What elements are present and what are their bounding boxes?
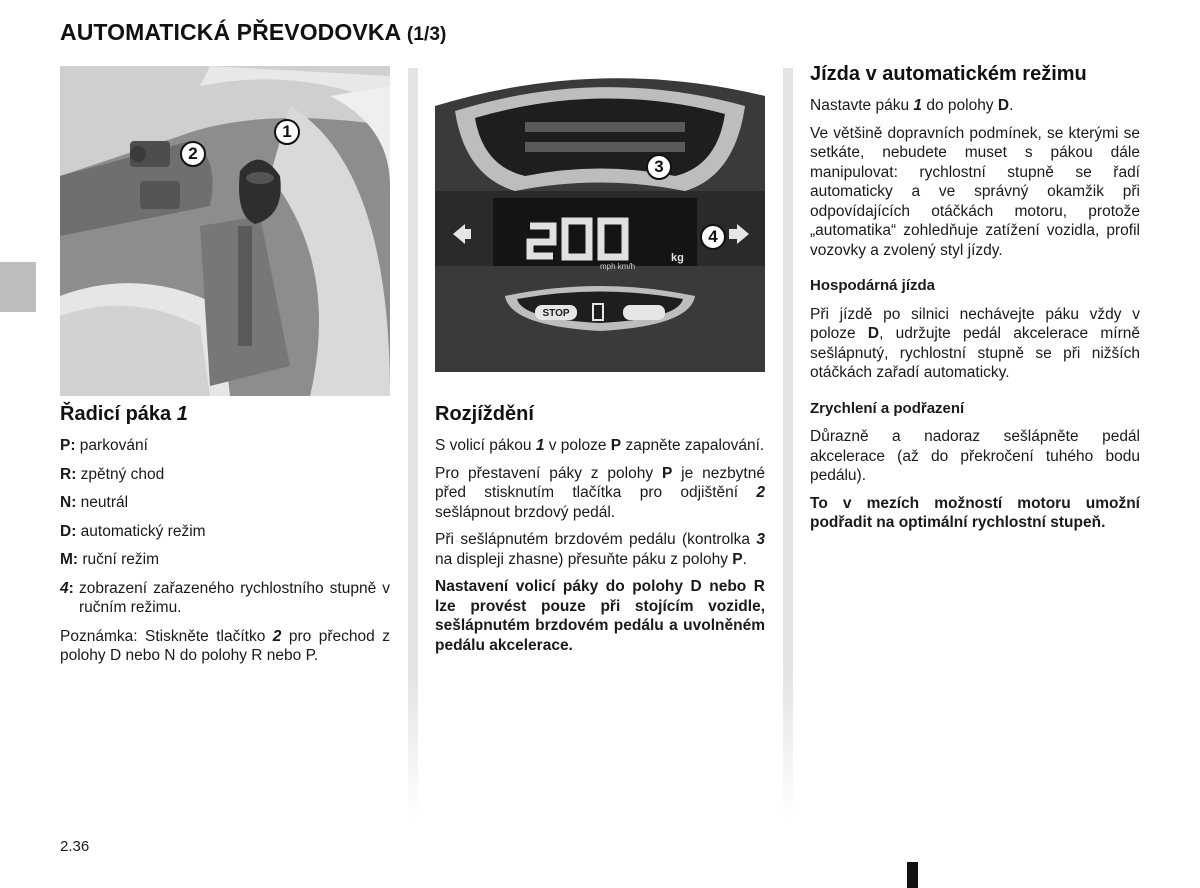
list-item [60, 465, 390, 485]
list-text: neutrál [76, 494, 129, 511]
paragraph: Ve většině dopravních podmínek, se kterými se setkáte, nebudete muset s pákou dále manipulovat: rychlostní stupně se řadí automaticky a ve správný okamžik při odpovídajících otáčkách motoru, protože „automatika“ zohledňuje zatížení vozidla, profil vozovky a zvolený styl jízdy. [810, 124, 1140, 259]
column-divider-left [408, 68, 418, 820]
section-tab-marker [0, 262, 36, 312]
column-divider-right [783, 68, 793, 820]
paragraph: S volicí pákou 1 v poloze P zapněte zapalování. [435, 437, 765, 454]
dashboard-photo [435, 66, 765, 372]
dashboard-illustration [435, 66, 765, 372]
list-key: P: [60, 437, 76, 454]
list-text: zobrazení zařazeného rychlostního stupně v ručním režimu. [79, 579, 390, 616]
text-run: pro přechod z polohy D nebo N do polohy R nebo P. [60, 627, 390, 664]
image-code-dashboard [437, 66, 449, 72]
speed-units-label: mph km/h [600, 262, 636, 271]
note-paragraph [60, 627, 390, 666]
heading-eco-driving: Hospodárná jízda [810, 277, 936, 294]
list-key: R: [60, 465, 77, 483]
column-starting [435, 402, 765, 663]
page-title [60, 19, 446, 46]
column-automatic-mode [810, 62, 1140, 541]
list-text: automatický režim [76, 522, 206, 540]
stop-button-label: STOP [542, 308, 570, 319]
text-run: Poznámka: Stiskněte tlačítko [60, 627, 273, 645]
list-key: D: [60, 522, 77, 540]
heading-gear-lever [60, 402, 390, 426]
list-key: M: [60, 551, 79, 568]
paragraph: Důrazně a nadoraz sešlápněte pedál akcelerace (až do překročení tuhého bodu pedálu). [810, 428, 1140, 484]
gear-lever-illustration [60, 66, 390, 396]
paragraph: Při jízdě po silnici nechávejte páku vždy v poloze D, udržujte pedál akcelerace mírně sešlápnutý, rychlostní stupně se při nižších otáčkách zařadí automaticky. [810, 305, 1141, 381]
list-key-colon: : [68, 579, 74, 597]
warning-paragraph: Nastavení volicí páky do polohy D nebo R lze provést pouze při stojícím vozidle, sešlápnutém brzdovém pedálu a uvolněném pedálu akcelerace. [435, 578, 765, 654]
callout-1: 1 [274, 119, 300, 145]
heading-gear-lever-text: Řadicí páka [60, 403, 172, 425]
paragraph: Při sešlápnutém brzdovém pedálu (kontrolka 3 na displeji zhasne) přesuňte páku z polohy P. [435, 531, 765, 568]
gear-lever-photo [60, 66, 390, 396]
list-key: 4 [60, 579, 69, 597]
page-title-text: AUTOMATICKÁ PŘEVODOVKA [60, 19, 401, 45]
list-text: ruční režim [78, 551, 160, 568]
list-item [60, 522, 390, 542]
paragraph: Pro přestavení páky z polohy P je nezbytné před stisknutím tlačítka pro odjištění 2 sešlápnout brzdový pedál. [435, 464, 765, 521]
list-item [60, 550, 390, 570]
heading-acceleration: Zrychlení a podřazení [810, 399, 965, 417]
paragraph: Nastavte páku 1 do polohy D. [810, 97, 1014, 114]
page-number: 2.36 [60, 838, 90, 855]
list-item-4 [60, 579, 390, 618]
column-gear-lever [60, 402, 390, 674]
list-text: parkování [75, 437, 148, 454]
page-title-part: (1/3) [406, 24, 447, 45]
corner-mark [907, 862, 918, 888]
text-ref-num: 2 [272, 627, 282, 645]
callout-3: 3 [646, 154, 672, 180]
callout-4: 4 [700, 224, 726, 250]
callout-2: 2 [180, 141, 206, 167]
image-code [62, 66, 74, 72]
list-key: N: [60, 494, 77, 511]
list-text: zpětný chod [76, 465, 165, 483]
heading-automatic-mode: Jízda v automatickém režimu [810, 63, 1087, 85]
kg-label: kg [671, 252, 684, 264]
heading-starting: Rozjíždění [435, 403, 534, 425]
heading-gear-lever-num: 1 [176, 403, 188, 425]
bold-paragraph: To v mezích možností motoru umožní podřadit na optimální rychlostní stupeň. [810, 494, 1140, 531]
list-item [60, 493, 390, 513]
list-item [60, 436, 390, 456]
